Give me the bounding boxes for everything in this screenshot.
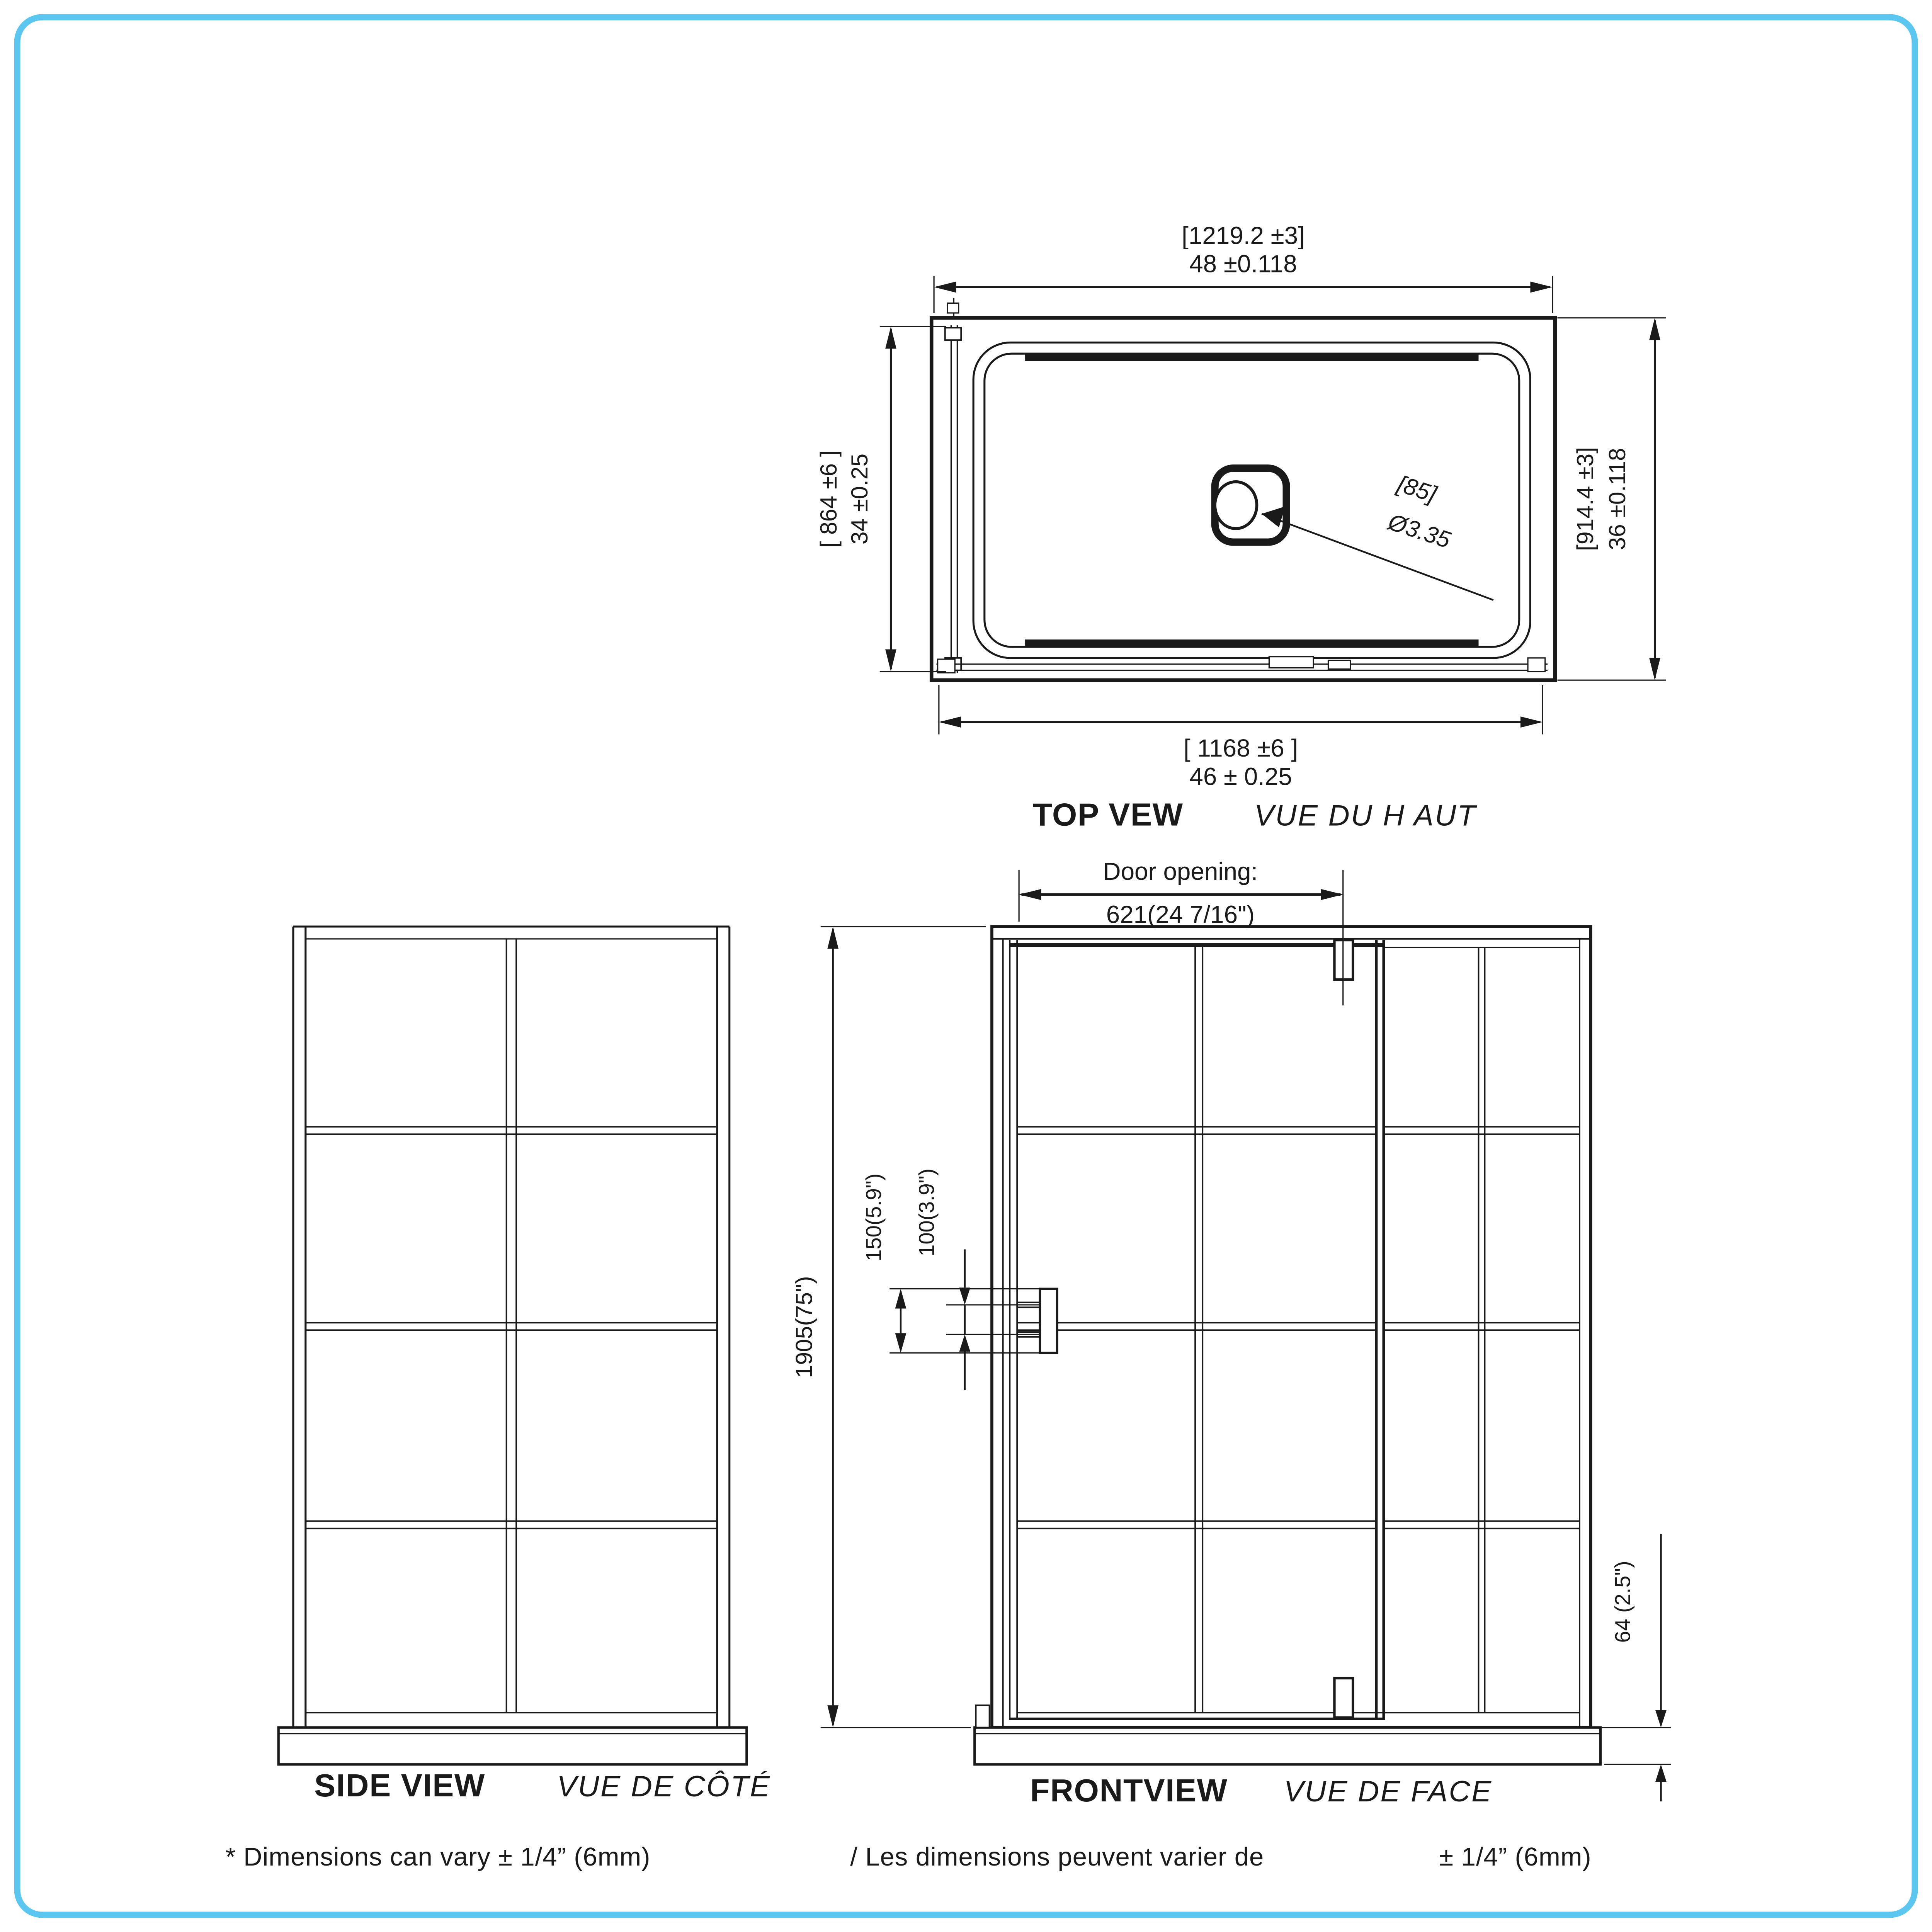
arrowhead-up — [1655, 1764, 1667, 1782]
arrowhead-left — [939, 716, 961, 728]
drain-dim-in: Ø3.35 — [1385, 508, 1454, 553]
glass-clip-top — [945, 328, 961, 340]
footnote-en: * Dimensions can vary ± 1/4” (6mm) — [225, 1842, 651, 1871]
footnote-fr-tail: ± 1/4” (6mm) — [1439, 1842, 1592, 1871]
arrowhead-left — [934, 282, 956, 293]
arrowhead-top — [827, 927, 838, 949]
door-opening-value: 621(24 7/16") — [1106, 900, 1255, 929]
track-bracket-left — [938, 659, 955, 673]
arrowhead-top — [1649, 318, 1660, 340]
arrowhead-bottom — [895, 1333, 906, 1353]
front-view-title-en: FRONTVIEW — [1030, 1772, 1228, 1808]
door-opening-label: Door opening: — [1103, 857, 1258, 885]
arrowhead-left — [1019, 889, 1041, 900]
front-view — [791, 857, 1671, 1808]
side-view — [279, 927, 771, 1803]
dim-left-in: 34 ±0.25 — [846, 453, 872, 545]
side-view-title-en: SIDE VIEW — [314, 1767, 485, 1804]
handle-length-value: 150(5.9") — [861, 1173, 886, 1262]
frame-outline — [992, 927, 1591, 1728]
frame-stiles — [293, 927, 730, 1728]
handle-spacing-value: 100(3.9") — [914, 1168, 939, 1257]
arrowhead-top — [895, 1289, 906, 1308]
track-guide — [1328, 660, 1350, 669]
drain-hole — [1215, 482, 1257, 529]
top-view-title-fr: VUE DU H AUT — [1254, 799, 1477, 832]
height-value: 1905(75") — [791, 1276, 817, 1378]
arrowhead-up — [959, 1334, 970, 1352]
arrowhead-down — [1655, 1710, 1667, 1728]
arrowhead-bottom — [827, 1705, 838, 1727]
top-view-dim-top — [934, 221, 1553, 313]
horizontal-mullions — [306, 1127, 717, 1529]
dim-right-mm: [914.4 ±3] — [1572, 447, 1599, 551]
dim-top-in: 48 ±0.118 — [1189, 250, 1297, 278]
top-view-title-en: TOP VEW — [1032, 796, 1184, 833]
front-view-title-fr: VUE DE FACE — [1284, 1775, 1493, 1808]
top-view — [815, 221, 1666, 832]
arrowhead-bottom — [1649, 658, 1660, 680]
arrowhead-right — [1520, 716, 1543, 728]
footnote — [226, 1842, 1592, 1871]
footnote-fr-lead: / Les dimensions peuvent varier de — [850, 1842, 1264, 1871]
dim-left-mm: [ 864 ±6 ] — [815, 450, 842, 548]
side-view-title-fr: VUE DE CÔTÉ — [557, 1770, 771, 1803]
door-handle — [1040, 1289, 1057, 1353]
arrowhead-top — [885, 327, 896, 349]
dim-bottom-in: 46 ± 0.25 — [1189, 762, 1292, 791]
wall-anchor-pin — [947, 303, 959, 313]
top-view-dim-bottom — [939, 685, 1543, 790]
dim-top-mm: [1219.2 ±3] — [1182, 221, 1305, 250]
extension-lines — [821, 927, 986, 1728]
center-mullion — [507, 939, 517, 1713]
arrowhead-down — [959, 1287, 970, 1305]
arrowhead-bottom — [885, 649, 896, 671]
wall-flange-foot — [976, 1705, 990, 1727]
extension-lines — [934, 276, 1553, 313]
base-height-value: 64 (2.5") — [1610, 1561, 1635, 1643]
height-dim — [791, 927, 986, 1728]
top-view-dim-right — [1558, 318, 1666, 680]
extension-lines — [1594, 1728, 1671, 1765]
track-bracket-right — [1528, 658, 1545, 672]
extension-lines — [939, 685, 1543, 735]
dim-right-in: 36 ±0.118 — [1604, 448, 1630, 550]
bottom-guide-bracket — [1334, 1678, 1353, 1718]
top-view-dim-left — [815, 327, 946, 672]
arrowhead-right — [1321, 889, 1343, 900]
dim-bottom-mm: [ 1168 ±6 ] — [1184, 734, 1298, 762]
base-height-dim — [1594, 1534, 1671, 1801]
track-roller-center — [1269, 657, 1313, 668]
drain-dim-mm: [85] — [1394, 470, 1440, 508]
arrowhead-right — [1530, 282, 1552, 293]
